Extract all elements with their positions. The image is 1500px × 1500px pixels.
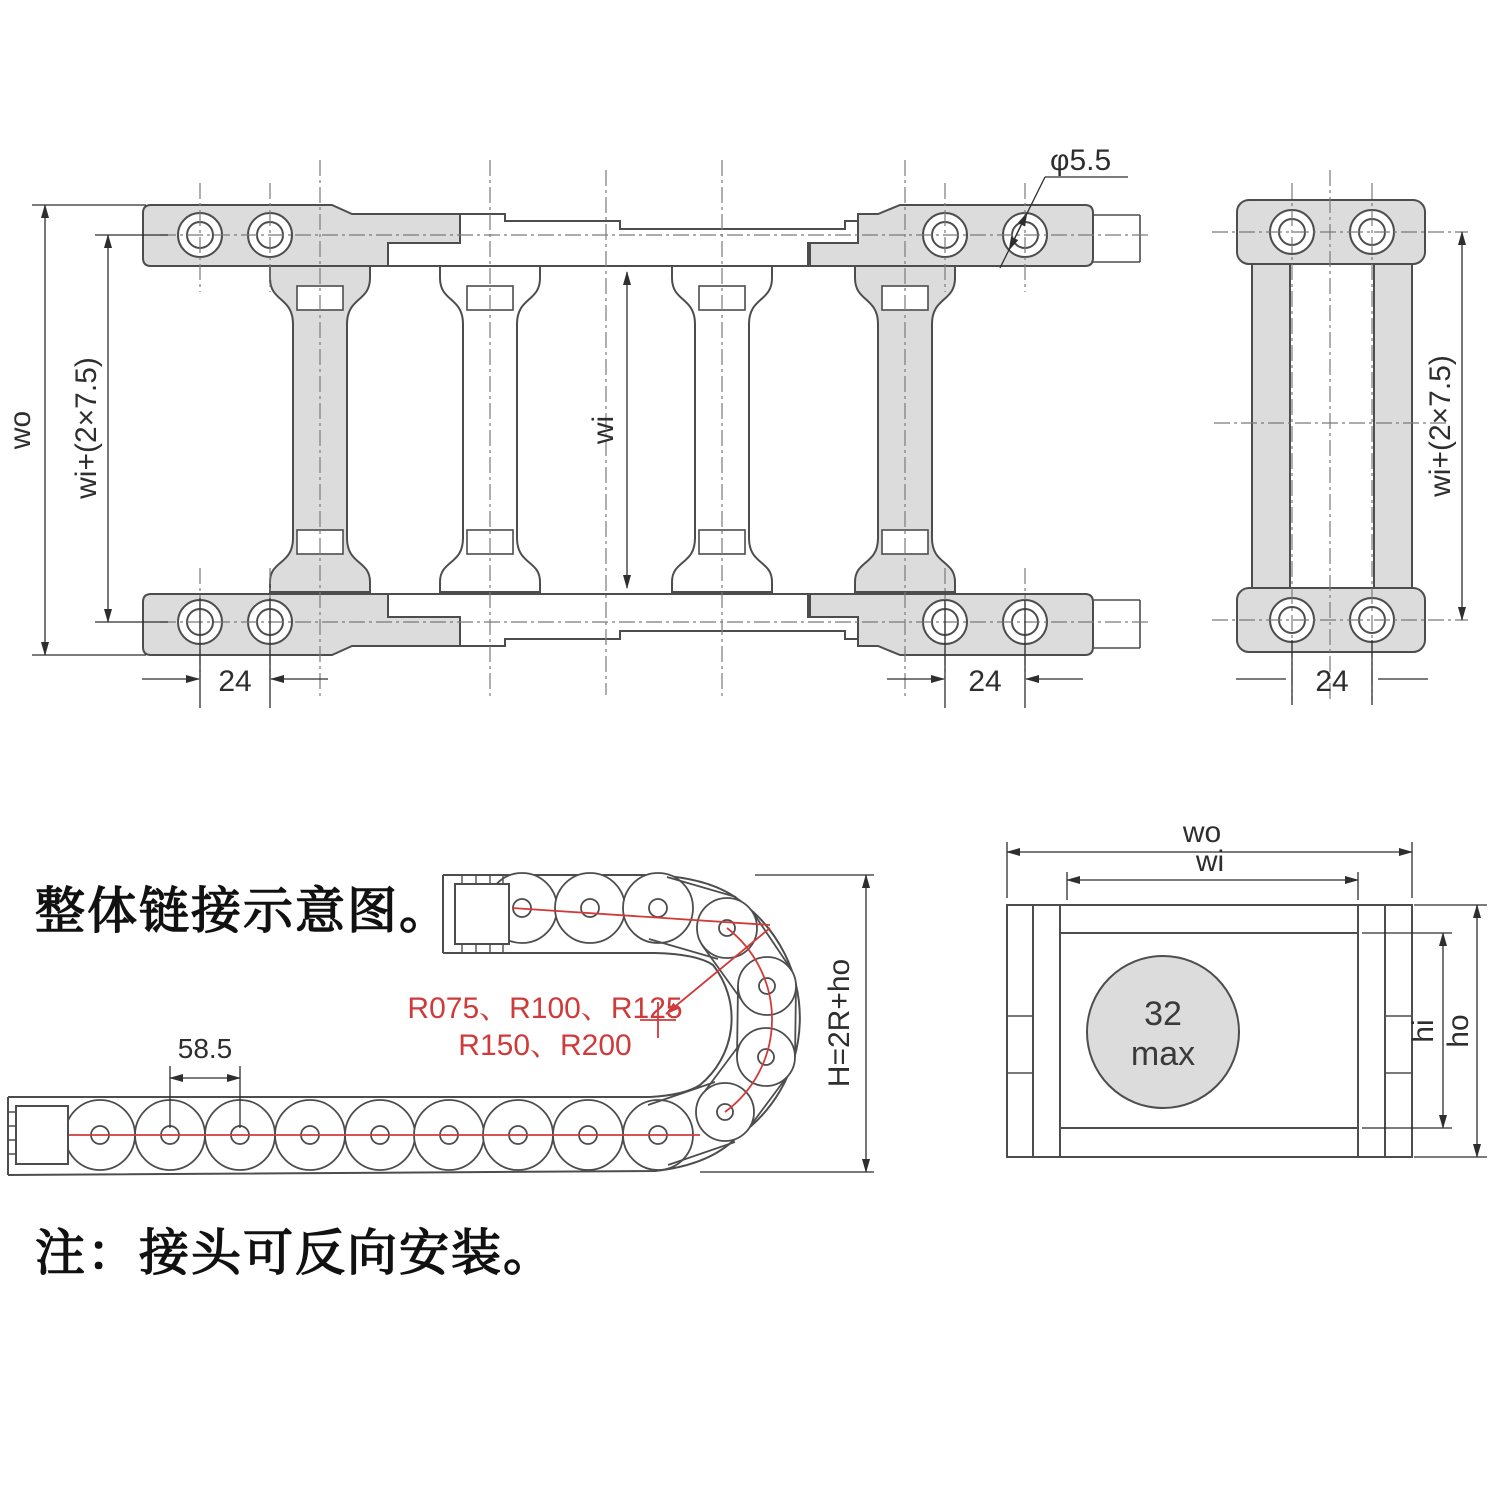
end-bar-left — [1252, 240, 1290, 610]
section-body — [1007, 905, 1412, 1157]
diagram-title: 整体链接示意图。 — [35, 883, 451, 939]
section-dim-ho-label: ho — [1442, 1014, 1475, 1048]
section-side-col-right-inner — [1358, 905, 1385, 1157]
plate-tail-top — [1093, 215, 1140, 262]
section-dimensions — [1007, 842, 1487, 1157]
end-dim-wi-outer-label: wi+(2×7.5) — [1424, 355, 1457, 497]
dim-hole-dia-label: φ5.5 — [1050, 144, 1112, 177]
end-dim-24-label: 24 — [1315, 665, 1349, 698]
bend-radii-line2: R150、R200 — [458, 1029, 632, 1062]
dim-height-formula-label: H=2R+ho — [823, 958, 856, 1088]
connector-bottom — [16, 1106, 68, 1164]
section-dim-wo-label: wo — [1182, 816, 1222, 849]
section-side-col-left-inner — [1033, 905, 1060, 1157]
section-top-bar — [1060, 905, 1358, 933]
plan-view — [4, 144, 1148, 708]
plate-tail-bottom — [1093, 600, 1140, 648]
section-view — [1007, 816, 1487, 1157]
section-side-col-left-outer — [1007, 905, 1033, 1157]
connector-bottom-serration — [8, 1112, 16, 1154]
dim-wi-outer-label: wi+(2×7.5) — [70, 357, 103, 499]
dim-wi-label: wi — [587, 415, 620, 445]
chain-inner-boundary — [8, 953, 732, 1097]
end-bar-right — [1374, 240, 1412, 610]
section-bottom-bar — [1060, 1128, 1358, 1157]
cable-dia-line2: max — [1130, 1035, 1196, 1073]
connector-top — [455, 884, 509, 944]
dim-24-left-label: 24 — [218, 665, 252, 698]
end-view-body — [1237, 200, 1425, 652]
diagram-note: 注：接头可反向安装。 — [35, 1225, 555, 1281]
end-view — [1212, 170, 1468, 705]
dim-wo-label: wo — [4, 410, 37, 450]
section-labels — [1131, 816, 1475, 1073]
section-dim-wi-label: wi — [1195, 845, 1225, 878]
cable-dia-line1: 32 — [1144, 995, 1182, 1033]
dim-link-pitch-label: 58.5 — [177, 1033, 233, 1064]
dim-24-right-label: 24 — [968, 665, 1002, 698]
section-dim-hi-label: hi — [1407, 1019, 1440, 1043]
bend-radii-line1: R075、R100、R125 — [407, 992, 683, 1025]
